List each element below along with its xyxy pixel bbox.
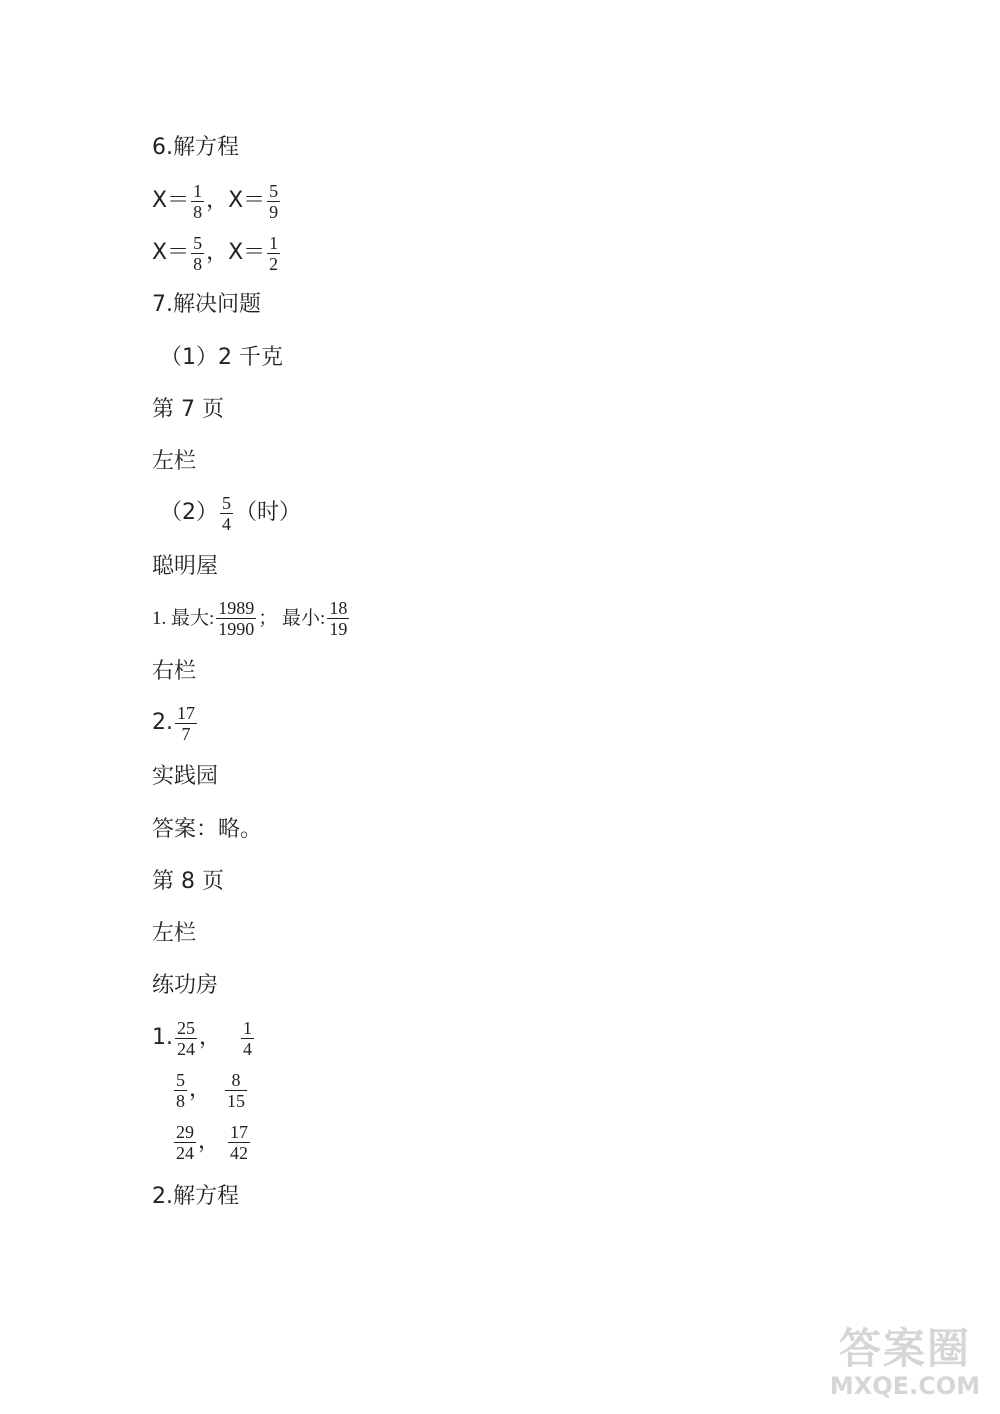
equation-row-1 bbox=[152, 178, 282, 224]
fraction: $\frac{25}{24}$ bbox=[177, 1017, 195, 1059]
fraction: $\frac{8}{15}$ bbox=[227, 1069, 246, 1111]
answer-clever-1: 1. 最大: $\frac{1989}{1990}$ ； 最小: $\frac{18}{19}$ bbox=[152, 597, 348, 639]
fraction: $\frac{5}{9}$ bbox=[269, 180, 279, 222]
x-label: X＝ bbox=[228, 188, 266, 213]
section-heading-6: 6.解方程 bbox=[152, 135, 239, 160]
watermark-logo: 答案圈 MXQE.COM bbox=[829, 1324, 981, 1400]
column-label-left-2: 左栏 bbox=[152, 921, 197, 946]
fraction: $\frac{17}{7}$ bbox=[177, 702, 195, 744]
fraction: $\frac{5}{4}$ bbox=[222, 492, 231, 534]
fraction: $\frac{1989}{1990}$ bbox=[218, 597, 255, 639]
fraction: $\frac{1}{2}$ bbox=[269, 232, 279, 274]
section-practice: 实践园 bbox=[152, 764, 219, 789]
fraction: $\frac{1}{4}$ bbox=[243, 1017, 253, 1059]
comma: ， bbox=[206, 188, 229, 213]
drill-row-2: $\frac{5}{8}$ ， $\frac{8}{15}$ bbox=[176, 1069, 246, 1111]
fraction: $\frac{5}{8}$ bbox=[193, 232, 203, 274]
drill-row-1: 1. $\frac{25}{24}$ ， $\frac{1}{4}$ bbox=[152, 1017, 253, 1059]
drill-row-3: $\frac{29}{24}$ ， $\frac{17}{42}$ bbox=[176, 1121, 249, 1163]
x-label: X＝ bbox=[152, 240, 190, 265]
comma: ， bbox=[206, 240, 229, 265]
section-clever-house: 聪明屋 bbox=[152, 554, 219, 579]
answer-right-2: 2. $\frac{17}{7}$ bbox=[152, 702, 195, 744]
section-heading-2: 2.解方程 bbox=[152, 1184, 239, 1209]
column-label-left: 左栏 bbox=[152, 449, 197, 474]
equation-row-2 bbox=[152, 230, 282, 276]
section-heading-7: 7.解决问题 bbox=[152, 292, 261, 317]
page-label-8: 第 8 页 bbox=[152, 869, 224, 894]
x-label: X＝ bbox=[152, 188, 190, 213]
fraction: $\frac{29}{24}$ bbox=[176, 1121, 194, 1163]
answer-q2: （2） $\frac{5}{4}$ （时） bbox=[160, 492, 302, 534]
x-label: X＝ bbox=[228, 240, 266, 265]
answer-practice: 答案：略。 bbox=[152, 817, 263, 842]
page-label-7: 第 7 页 bbox=[152, 397, 224, 422]
answer-q1: （1）2 千克 bbox=[160, 345, 283, 370]
fraction: $\frac{17}{42}$ bbox=[230, 1121, 249, 1163]
fraction: $\frac{18}{19}$ bbox=[329, 597, 348, 639]
column-label-right: 右栏 bbox=[152, 659, 197, 684]
fraction: $\frac{1}{8}$ bbox=[193, 180, 203, 222]
fraction: $\frac{5}{8}$ bbox=[176, 1069, 185, 1111]
section-drill: 练功房 bbox=[152, 973, 219, 998]
